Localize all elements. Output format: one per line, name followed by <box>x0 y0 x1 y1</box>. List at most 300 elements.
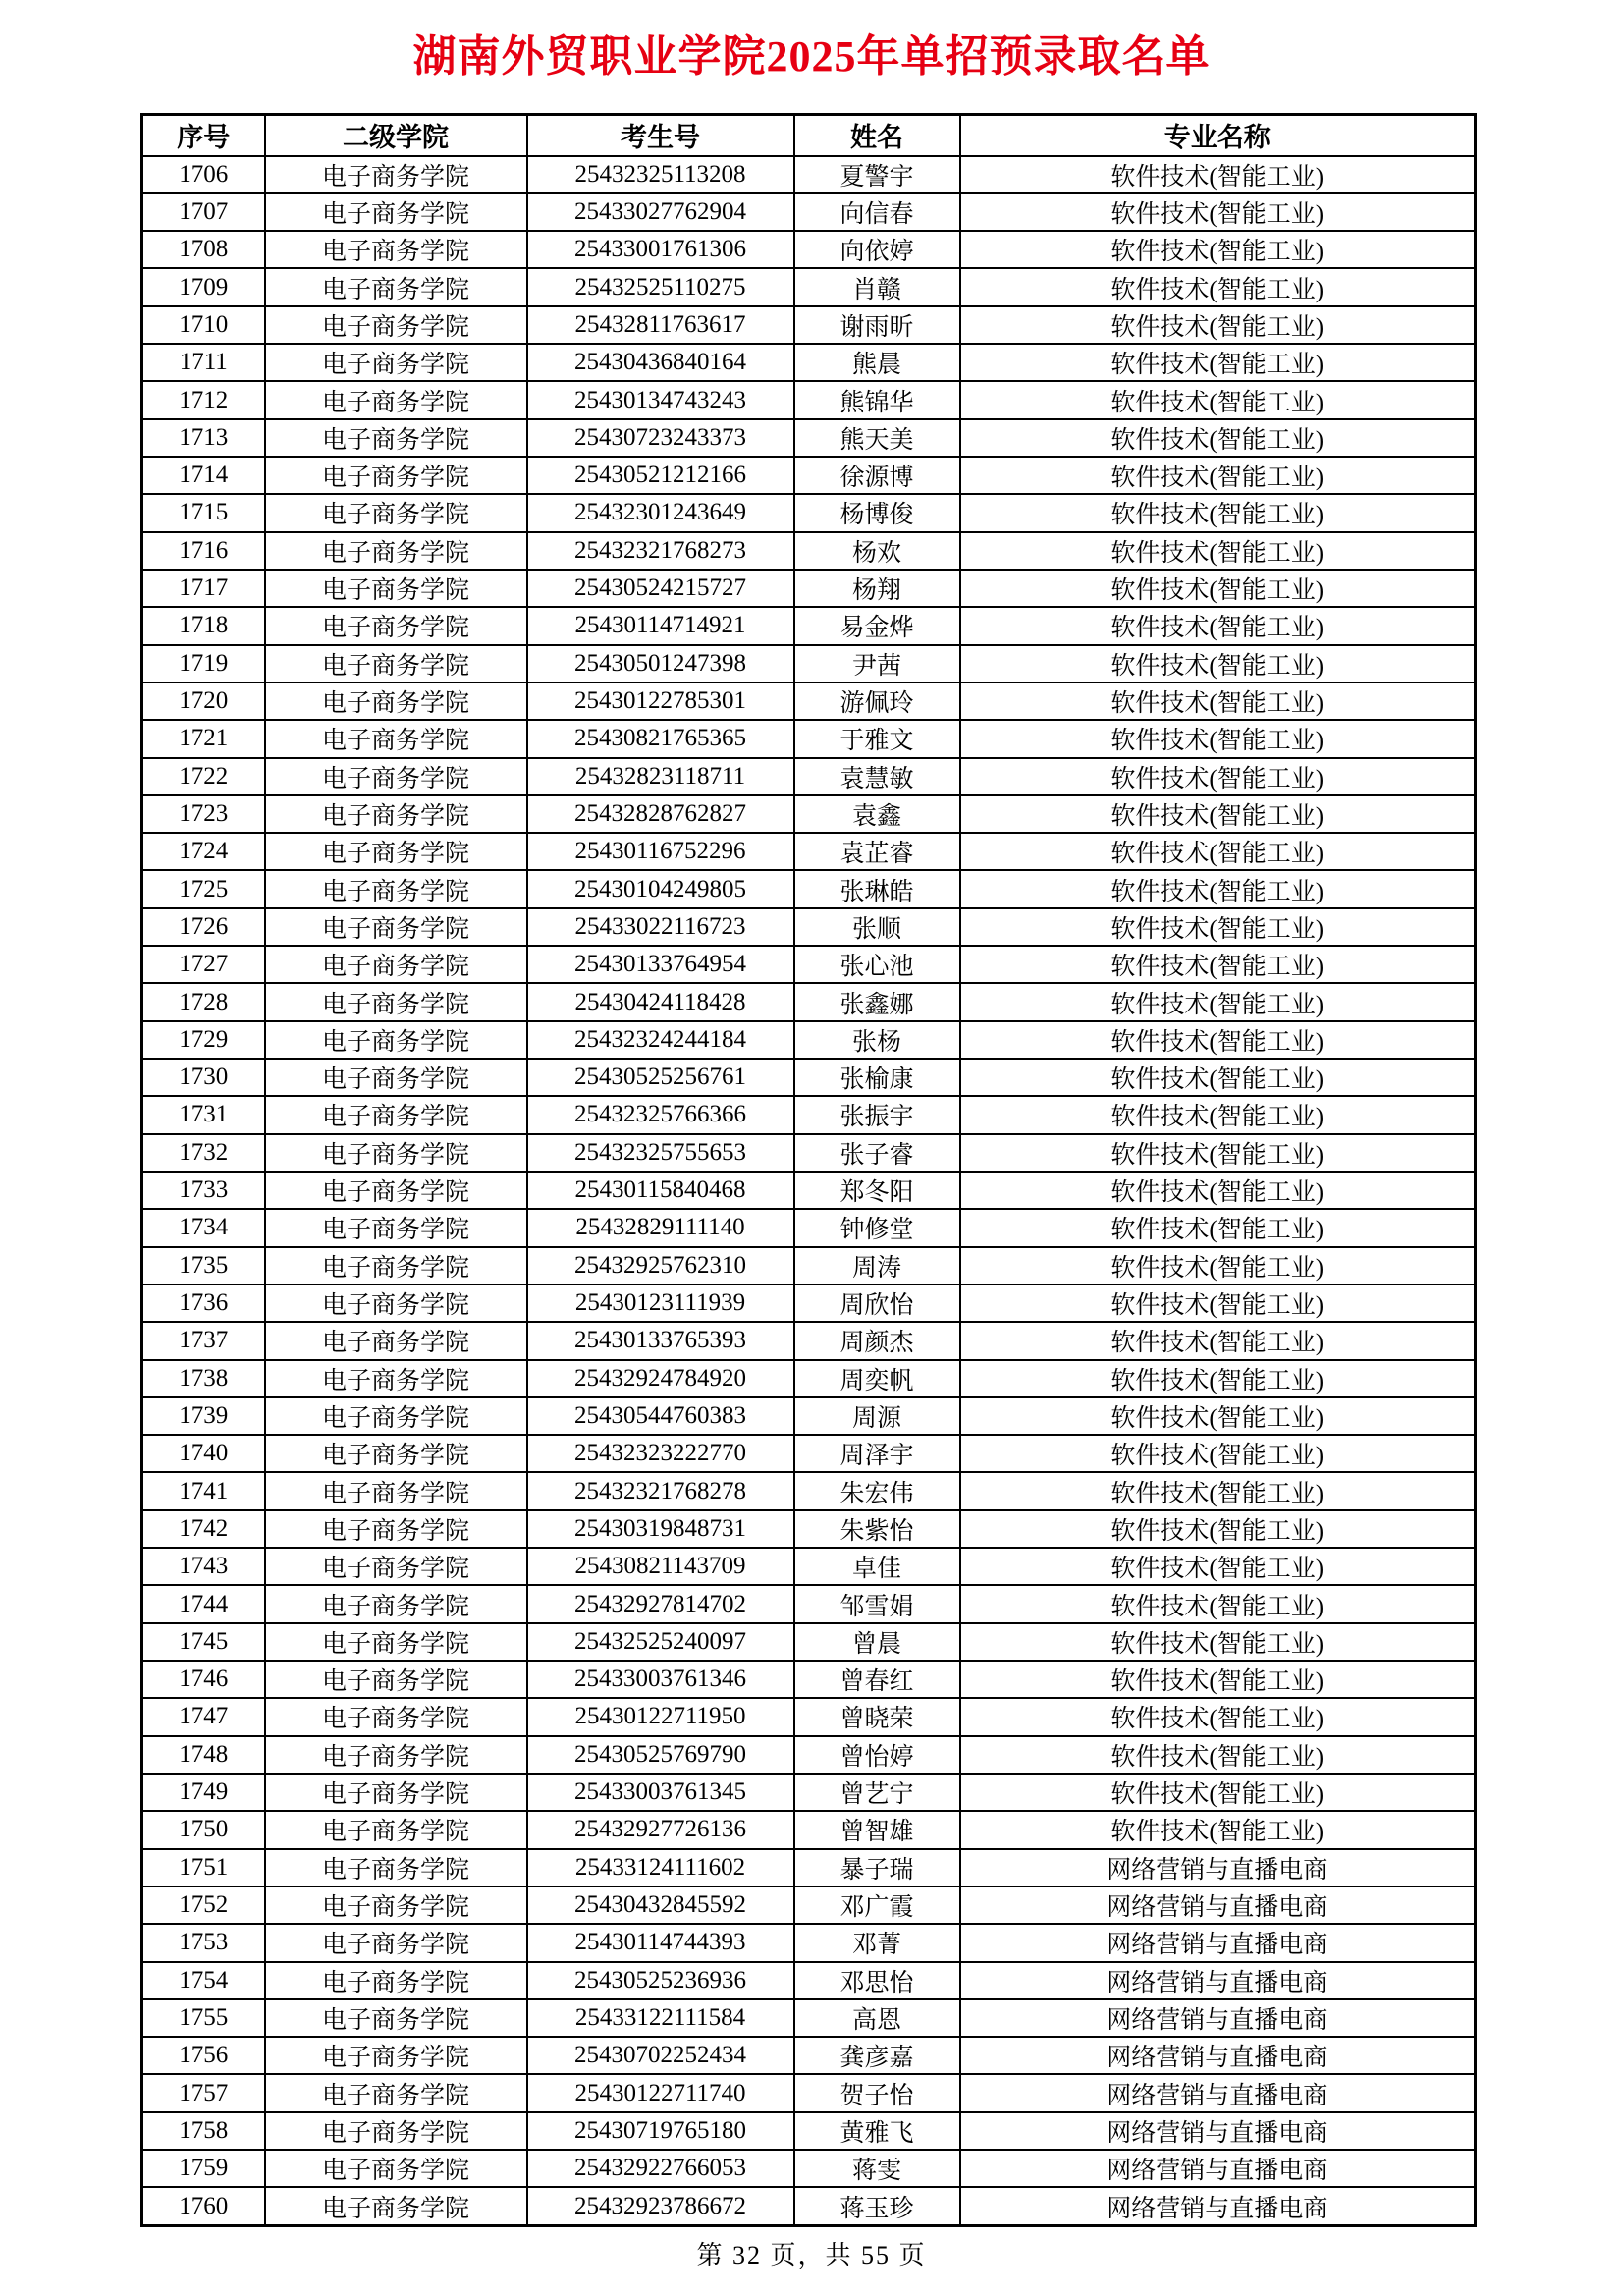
college-cell: 电子商务学院 <box>265 2150 527 2187</box>
major-cell: 软件技术(智能工业) <box>960 1774 1476 1811</box>
serial-cell: 1728 <box>142 983 265 1020</box>
college-cell: 电子商务学院 <box>265 1360 527 1397</box>
serial-cell: 1738 <box>142 1360 265 1397</box>
serial-cell: 1742 <box>142 1510 265 1548</box>
exam-number-cell: 25430821143709 <box>527 1548 794 1585</box>
serial-cell: 1730 <box>142 1059 265 1096</box>
table-row <box>142 1698 1476 1735</box>
serial-cell: 1731 <box>142 1096 265 1133</box>
college-cell: 电子商务学院 <box>265 1096 527 1133</box>
serial-cell: 1711 <box>142 344 265 381</box>
exam-number-cell: 25430122711950 <box>527 1698 794 1735</box>
name-cell: 朱紫怡 <box>794 1510 960 1548</box>
major-cell: 软件技术(智能工业) <box>960 1472 1476 1509</box>
header-cell-college: 二级学院 <box>265 115 527 156</box>
exam-number-cell: 25432325755653 <box>527 1134 794 1172</box>
exam-number-cell: 25430521212166 <box>527 457 794 494</box>
serial-cell: 1716 <box>142 532 265 570</box>
name-cell: 邹雪娟 <box>794 1585 960 1622</box>
name-cell: 周泽宇 <box>794 1435 960 1472</box>
serial-cell: 1752 <box>142 1886 265 1924</box>
table-row <box>142 1285 1476 1322</box>
table-row <box>142 1360 1476 1397</box>
college-cell: 电子商务学院 <box>265 2187 527 2225</box>
exam-number-cell: 25432823118711 <box>527 758 794 795</box>
table-row <box>142 268 1476 305</box>
serial-cell: 1719 <box>142 645 265 683</box>
table-row <box>142 870 1476 907</box>
table-row <box>142 908 1476 946</box>
table-row <box>142 2112 1476 2150</box>
table-row <box>142 1322 1476 1359</box>
college-cell: 电子商务学院 <box>265 1134 527 1172</box>
college-cell: 电子商务学院 <box>265 1962 527 1999</box>
college-cell: 电子商务学院 <box>265 607 527 644</box>
serial-cell: 1737 <box>142 1322 265 1359</box>
major-cell: 软件技术(智能工业) <box>960 494 1476 531</box>
table-row <box>142 1849 1476 1886</box>
table-row <box>142 833 1476 870</box>
major-cell: 网络营销与直播电商 <box>960 1924 1476 1961</box>
name-cell: 袁芷睿 <box>794 833 960 870</box>
major-cell: 软件技术(智能工业) <box>960 1209 1476 1246</box>
exam-number-cell: 25430544760383 <box>527 1397 794 1435</box>
table-body <box>142 156 1476 2226</box>
major-cell: 软件技术(智能工业) <box>960 870 1476 907</box>
name-cell: 张榆康 <box>794 1059 960 1096</box>
college-cell: 电子商务学院 <box>265 1623 527 1661</box>
exam-number-cell: 25432922766053 <box>527 2150 794 2187</box>
name-cell: 高恩 <box>794 1999 960 2037</box>
exam-number-cell: 25430821765365 <box>527 720 794 757</box>
table-row <box>142 1999 1476 2037</box>
exam-number-cell: 25432925762310 <box>527 1247 794 1285</box>
serial-cell: 1724 <box>142 833 265 870</box>
college-cell: 电子商务学院 <box>265 494 527 531</box>
major-cell: 软件技术(智能工业) <box>960 1360 1476 1397</box>
name-cell: 黄雅飞 <box>794 2112 960 2150</box>
serial-cell: 1709 <box>142 268 265 305</box>
major-cell: 软件技术(智能工业) <box>960 1021 1476 1059</box>
serial-cell: 1710 <box>142 306 265 344</box>
college-cell: 电子商务学院 <box>265 419 527 457</box>
major-cell: 软件技术(智能工业) <box>960 1698 1476 1735</box>
table-row <box>142 231 1476 268</box>
serial-cell: 1736 <box>142 1285 265 1322</box>
major-cell: 软件技术(智能工业) <box>960 457 1476 494</box>
serial-cell: 1739 <box>142 1397 265 1435</box>
college-cell: 电子商务学院 <box>265 720 527 757</box>
major-cell: 软件技术(智能工业) <box>960 268 1476 305</box>
exam-number-cell: 25430719765180 <box>527 2112 794 2150</box>
college-cell: 电子商务学院 <box>265 946 527 983</box>
name-cell: 曾智雄 <box>794 1811 960 1848</box>
exam-number-cell: 25430723243373 <box>527 419 794 457</box>
table-row <box>142 1172 1476 1209</box>
table-row <box>142 1134 1476 1172</box>
serial-cell: 1734 <box>142 1209 265 1246</box>
name-cell: 向信春 <box>794 193 960 231</box>
serial-cell: 1725 <box>142 870 265 907</box>
college-cell: 电子商务学院 <box>265 1548 527 1585</box>
college-cell: 电子商务学院 <box>265 983 527 1020</box>
table-row <box>142 1059 1476 1096</box>
name-cell: 郑冬阳 <box>794 1172 960 1209</box>
name-cell: 钟修堂 <box>794 1209 960 1246</box>
name-cell: 张顺 <box>794 908 960 946</box>
major-cell: 软件技术(智能工业) <box>960 1134 1476 1172</box>
exam-number-cell: 25430432845592 <box>527 1886 794 1924</box>
name-cell: 曾晓荣 <box>794 1698 960 1735</box>
serial-cell: 1743 <box>142 1548 265 1585</box>
serial-cell: 1755 <box>142 1999 265 2037</box>
serial-cell: 1722 <box>142 758 265 795</box>
college-cell: 电子商务学院 <box>265 1585 527 1622</box>
exam-number-cell: 25433122111584 <box>527 1999 794 2037</box>
table-row <box>142 2037 1476 2074</box>
admission-table <box>140 113 1477 2227</box>
major-cell: 网络营销与直播电商 <box>960 1886 1476 1924</box>
major-cell: 软件技术(智能工业) <box>960 1548 1476 1585</box>
serial-cell: 1758 <box>142 2112 265 2150</box>
major-cell: 网络营销与直播电商 <box>960 1962 1476 1999</box>
page-title: 湖南外贸职业学院2025年单招预录取名单 <box>412 32 1211 81</box>
header-cell-major: 专业名称 <box>960 115 1476 156</box>
major-cell: 软件技术(智能工业) <box>960 1247 1476 1285</box>
college-cell: 电子商务学院 <box>265 1510 527 1548</box>
college-cell: 电子商务学院 <box>265 2074 527 2111</box>
major-cell: 软件技术(智能工业) <box>960 156 1476 193</box>
name-cell: 徐源博 <box>794 457 960 494</box>
serial-cell: 1707 <box>142 193 265 231</box>
serial-cell: 1713 <box>142 419 265 457</box>
college-cell: 电子商务学院 <box>265 1811 527 1848</box>
name-cell: 杨博俊 <box>794 494 960 531</box>
table-row <box>142 1774 1476 1811</box>
major-cell: 软件技术(智能工业) <box>960 1623 1476 1661</box>
name-cell: 周颜杰 <box>794 1322 960 1359</box>
major-cell: 软件技术(智能工业) <box>960 1661 1476 1698</box>
serial-cell: 1708 <box>142 231 265 268</box>
major-cell: 软件技术(智能工业) <box>960 381 1476 418</box>
serial-cell: 1733 <box>142 1172 265 1209</box>
college-cell: 电子商务学院 <box>265 381 527 418</box>
college-cell: 电子商务学院 <box>265 532 527 570</box>
name-cell: 曾晨 <box>794 1623 960 1661</box>
major-cell: 软件技术(智能工业) <box>960 683 1476 720</box>
header-cell-exam-number: 考生号 <box>527 115 794 156</box>
major-cell: 软件技术(智能工业) <box>960 1096 1476 1133</box>
name-cell: 于雅文 <box>794 720 960 757</box>
college-cell: 电子商务学院 <box>265 1924 527 1961</box>
major-cell: 软件技术(智能工业) <box>960 720 1476 757</box>
college-cell: 电子商务学院 <box>265 1774 527 1811</box>
major-cell: 软件技术(智能工业) <box>960 946 1476 983</box>
name-cell: 卓佳 <box>794 1548 960 1585</box>
table-row <box>142 1661 1476 1698</box>
major-cell: 软件技术(智能工业) <box>960 193 1476 231</box>
exam-number-cell: 25432927726136 <box>527 1811 794 1848</box>
exam-number-cell: 25432325113208 <box>527 156 794 193</box>
name-cell: 游佩玲 <box>794 683 960 720</box>
table-row <box>142 2187 1476 2225</box>
exam-number-cell: 25430525256761 <box>527 1059 794 1096</box>
table-row <box>142 1962 1476 1999</box>
serial-cell: 1750 <box>142 1811 265 1848</box>
college-cell: 电子商务学院 <box>265 344 527 381</box>
serial-cell: 1746 <box>142 1661 265 1698</box>
table-row <box>142 1021 1476 1059</box>
exam-number-cell: 25432828762827 <box>527 795 794 833</box>
serial-cell: 1749 <box>142 1774 265 1811</box>
exam-number-cell: 25433001761306 <box>527 231 794 268</box>
college-cell: 电子商务学院 <box>265 156 527 193</box>
major-cell: 网络营销与直播电商 <box>960 2037 1476 2074</box>
college-cell: 电子商务学院 <box>265 570 527 607</box>
serial-cell: 1748 <box>142 1736 265 1774</box>
major-cell: 软件技术(智能工业) <box>960 1435 1476 1472</box>
exam-number-cell: 25430122711740 <box>527 2074 794 2111</box>
exam-number-cell: 25432321768273 <box>527 532 794 570</box>
name-cell: 蒋雯 <box>794 2150 960 2187</box>
table-row <box>142 457 1476 494</box>
name-cell: 袁慧敏 <box>794 758 960 795</box>
major-cell: 软件技术(智能工业) <box>960 1397 1476 1435</box>
name-cell: 邓思怡 <box>794 1962 960 1999</box>
major-cell: 软件技术(智能工业) <box>960 1585 1476 1622</box>
exam-number-cell: 25430524215727 <box>527 570 794 607</box>
college-cell: 电子商务学院 <box>265 1209 527 1246</box>
exam-number-cell: 25430525236936 <box>527 1962 794 1999</box>
college-cell: 电子商务学院 <box>265 1661 527 1698</box>
college-cell: 电子商务学院 <box>265 268 527 305</box>
serial-cell: 1721 <box>142 720 265 757</box>
major-cell: 网络营销与直播电商 <box>960 1849 1476 1886</box>
name-cell: 曾怡婷 <box>794 1736 960 1774</box>
major-cell: 软件技术(智能工业) <box>960 1510 1476 1548</box>
table-row <box>142 758 1476 795</box>
exam-number-cell: 25430133764954 <box>527 946 794 983</box>
name-cell: 邓广霞 <box>794 1886 960 1924</box>
exam-number-cell: 25432323222770 <box>527 1435 794 1472</box>
exam-number-cell: 25432924784920 <box>527 1360 794 1397</box>
college-cell: 电子商务学院 <box>265 758 527 795</box>
exam-number-cell: 25430525769790 <box>527 1736 794 1774</box>
name-cell: 邓菁 <box>794 1924 960 1961</box>
exam-number-cell: 25432829111140 <box>527 1209 794 1246</box>
major-cell: 软件技术(智能工业) <box>960 908 1476 946</box>
major-cell: 软件技术(智能工业) <box>960 1322 1476 1359</box>
college-cell: 电子商务学院 <box>265 645 527 683</box>
serial-cell: 1717 <box>142 570 265 607</box>
major-cell: 软件技术(智能工业) <box>960 231 1476 268</box>
serial-cell: 1718 <box>142 607 265 644</box>
major-cell: 网络营销与直播电商 <box>960 2074 1476 2111</box>
exam-number-cell: 25433022116723 <box>527 908 794 946</box>
table-row <box>142 1397 1476 1435</box>
table-row <box>142 1924 1476 1961</box>
table-row <box>142 645 1476 683</box>
table-row <box>142 344 1476 381</box>
table-row <box>142 1548 1476 1585</box>
serial-cell: 1714 <box>142 457 265 494</box>
college-cell: 电子商务学院 <box>265 193 527 231</box>
table-row <box>142 2074 1476 2111</box>
table-row <box>142 156 1476 193</box>
serial-cell: 1754 <box>142 1962 265 1999</box>
exam-number-cell: 25432325766366 <box>527 1096 794 1133</box>
college-cell: 电子商务学院 <box>265 1021 527 1059</box>
name-cell: 杨欢 <box>794 532 960 570</box>
table-row <box>142 1247 1476 1285</box>
name-cell: 张杨 <box>794 1021 960 1059</box>
exam-number-cell: 25430424118428 <box>527 983 794 1020</box>
major-cell: 软件技术(智能工业) <box>960 1059 1476 1096</box>
name-cell: 张琳皓 <box>794 870 960 907</box>
college-cell: 电子商务学院 <box>265 1849 527 1886</box>
exam-number-cell: 25430114714921 <box>527 607 794 644</box>
major-cell: 网络营销与直播电商 <box>960 2187 1476 2225</box>
name-cell: 蒋玉珍 <box>794 2187 960 2225</box>
college-cell: 电子商务学院 <box>265 2112 527 2150</box>
major-cell: 软件技术(智能工业) <box>960 795 1476 833</box>
serial-cell: 1740 <box>142 1435 265 1472</box>
serial-cell: 1745 <box>142 1623 265 1661</box>
college-cell: 电子商务学院 <box>265 1247 527 1285</box>
major-cell: 软件技术(智能工业) <box>960 833 1476 870</box>
college-cell: 电子商务学院 <box>265 1322 527 1359</box>
college-cell: 电子商务学院 <box>265 908 527 946</box>
serial-cell: 1726 <box>142 908 265 946</box>
college-cell: 电子商务学院 <box>265 870 527 907</box>
college-cell: 电子商务学院 <box>265 1059 527 1096</box>
college-cell: 电子商务学院 <box>265 1472 527 1509</box>
college-cell: 电子商务学院 <box>265 1397 527 1435</box>
table-row <box>142 720 1476 757</box>
exam-number-cell: 25430319848731 <box>527 1510 794 1548</box>
name-cell: 熊锦华 <box>794 381 960 418</box>
exam-number-cell: 25430134743243 <box>527 381 794 418</box>
page-number: 第 32 页，共 55 页 <box>696 2241 927 2269</box>
table-row <box>142 1585 1476 1622</box>
serial-cell: 1727 <box>142 946 265 983</box>
major-cell: 软件技术(智能工业) <box>960 344 1476 381</box>
serial-cell: 1747 <box>142 1698 265 1735</box>
table-row <box>142 381 1476 418</box>
serial-cell: 1757 <box>142 2074 265 2111</box>
table-header-row <box>142 115 1476 156</box>
exam-number-cell: 25430115840468 <box>527 1172 794 1209</box>
name-cell: 朱宏伟 <box>794 1472 960 1509</box>
name-cell: 夏警宇 <box>794 156 960 193</box>
table-row <box>142 570 1476 607</box>
serial-cell: 1723 <box>142 795 265 833</box>
serial-cell: 1706 <box>142 156 265 193</box>
college-cell: 电子商务学院 <box>265 306 527 344</box>
college-cell: 电子商务学院 <box>265 1999 527 2037</box>
college-cell: 电子商务学院 <box>265 683 527 720</box>
exam-number-cell: 25432923786672 <box>527 2187 794 2225</box>
serial-cell: 1720 <box>142 683 265 720</box>
table-row <box>142 607 1476 644</box>
major-cell: 软件技术(智能工业) <box>960 607 1476 644</box>
college-cell: 电子商务学院 <box>265 1886 527 1924</box>
table-row <box>142 1886 1476 1924</box>
major-cell: 软件技术(智能工业) <box>960 645 1476 683</box>
table-row <box>142 1472 1476 1509</box>
name-cell: 熊晨 <box>794 344 960 381</box>
name-cell: 龚彦嘉 <box>794 2037 960 2074</box>
major-cell: 网络营销与直播电商 <box>960 2112 1476 2150</box>
table-row <box>142 193 1476 231</box>
header-cell-serial: 序号 <box>142 115 265 156</box>
name-cell: 张子睿 <box>794 1134 960 1172</box>
exam-number-cell: 25430436840164 <box>527 344 794 381</box>
exam-number-cell: 25430116752296 <box>527 833 794 870</box>
table-row <box>142 1510 1476 1548</box>
exam-number-cell: 25430114744393 <box>527 1924 794 1961</box>
major-cell: 软件技术(智能工业) <box>960 1172 1476 1209</box>
name-cell: 周源 <box>794 1397 960 1435</box>
exam-number-cell: 25433027762904 <box>527 193 794 231</box>
exam-number-cell: 25433003761345 <box>527 1774 794 1811</box>
exam-number-cell: 25430104249805 <box>527 870 794 907</box>
name-cell: 易金烨 <box>794 607 960 644</box>
name-cell: 贺子怡 <box>794 2074 960 2111</box>
college-cell: 电子商务学院 <box>265 2037 527 2074</box>
exam-number-cell: 25433124111602 <box>527 1849 794 1886</box>
college-cell: 电子商务学院 <box>265 1698 527 1735</box>
serial-cell: 1715 <box>142 494 265 531</box>
table-row <box>142 1096 1476 1133</box>
major-cell: 网络营销与直播电商 <box>960 2150 1476 2187</box>
exam-number-cell: 25432321768278 <box>527 1472 794 1509</box>
exam-number-cell: 25433003761346 <box>527 1661 794 1698</box>
table-row <box>142 1811 1476 1848</box>
major-cell: 软件技术(智能工业) <box>960 306 1476 344</box>
serial-cell: 1735 <box>142 1247 265 1285</box>
table-row <box>142 1209 1476 1246</box>
major-cell: 软件技术(智能工业) <box>960 570 1476 607</box>
table-row <box>142 306 1476 344</box>
major-cell: 软件技术(智能工业) <box>960 1736 1476 1774</box>
exam-number-cell: 25432324244184 <box>527 1021 794 1059</box>
name-cell: 暴子瑞 <box>794 1849 960 1886</box>
table-row <box>142 494 1476 531</box>
name-cell: 曾艺宁 <box>794 1774 960 1811</box>
exam-number-cell: 25432525240097 <box>527 1623 794 1661</box>
table-row <box>142 532 1476 570</box>
serial-cell: 1732 <box>142 1134 265 1172</box>
name-cell: 张振宇 <box>794 1096 960 1133</box>
major-cell: 网络营销与直播电商 <box>960 1999 1476 2037</box>
name-cell: 袁鑫 <box>794 795 960 833</box>
serial-cell: 1756 <box>142 2037 265 2074</box>
exam-number-cell: 25430133765393 <box>527 1322 794 1359</box>
major-cell: 软件技术(智能工业) <box>960 419 1476 457</box>
college-cell: 电子商务学院 <box>265 1285 527 1322</box>
name-cell: 向依婷 <box>794 231 960 268</box>
name-cell: 尹茜 <box>794 645 960 683</box>
name-cell: 张鑫娜 <box>794 983 960 1020</box>
exam-number-cell: 25430501247398 <box>527 645 794 683</box>
serial-cell: 1753 <box>142 1924 265 1961</box>
college-cell: 电子商务学院 <box>265 1435 527 1472</box>
exam-number-cell: 25432927814702 <box>527 1585 794 1622</box>
major-cell: 软件技术(智能工业) <box>960 758 1476 795</box>
major-cell: 软件技术(智能工业) <box>960 532 1476 570</box>
serial-cell: 1741 <box>142 1472 265 1509</box>
